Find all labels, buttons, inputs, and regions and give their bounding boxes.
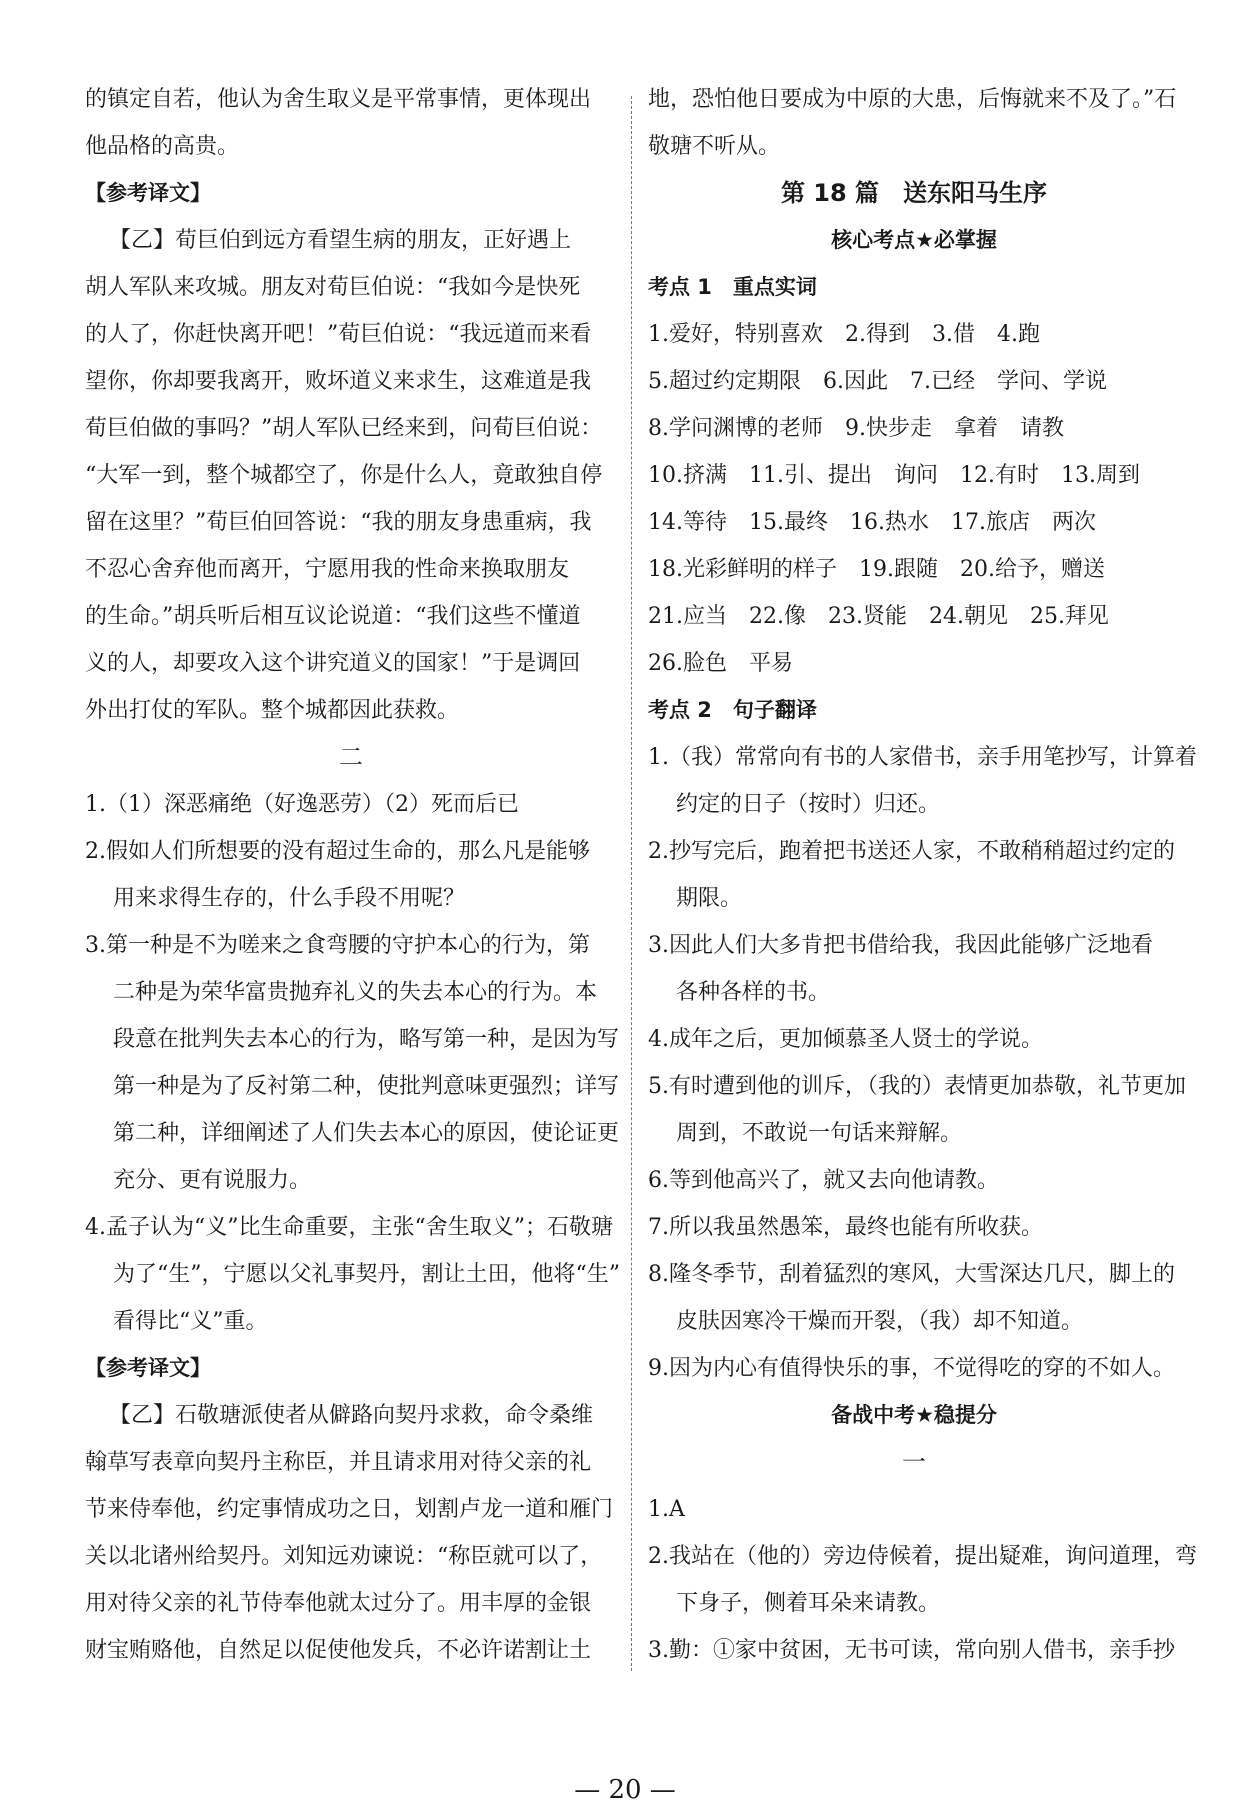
text-line: 望你，你却要我离开，败坏道义来求生，这难道是我 <box>85 369 592 394</box>
text-line: 节来侍奉他，约定事情成功之日，划割卢龙一道和雁门 <box>85 1497 614 1522</box>
text-line: 二 <box>339 743 363 771</box>
left-column <box>85 76 620 1674</box>
text-line: 【参考译文】 <box>85 181 211 205</box>
text-line: 【乙】荀巨伯到远方看望生病的朋友，正好遇上 <box>109 228 572 253</box>
text-line: 段意在批判失去本心的行为，略写第一种，是因为写 <box>113 1027 620 1052</box>
text-line: 1.爱好，特别喜欢 2.得到 3.借 4.跑 <box>648 322 1040 347</box>
text-line: 一 <box>902 1448 926 1476</box>
text-line: 敬瑭不听从。 <box>648 134 781 159</box>
text-line: 翰草写表章向契丹主称臣，并且请求用对待父亲的礼 <box>85 1450 592 1475</box>
text-line: “大军一到，整个城都空了，你是什么人，竟敢独自停 <box>85 463 603 488</box>
text-line: 二种是为荣华富贵抛弃礼义的失去本心的行为。本 <box>113 980 598 1005</box>
text-line: 6.等到他高兴了，就又去向他请教。 <box>648 1168 999 1193</box>
text-line: 用对待父亲的礼节侍奉他就太过分了。用丰厚的金银 <box>85 1591 592 1616</box>
text-line: 用来求得生存的，什么手段不用呢？ <box>113 886 466 911</box>
text-line: 5.有时遭到他的训斥，（我的）表情更加恭敬，礼节更加 <box>648 1074 1186 1099</box>
text-line: 考点 1 重点实词 <box>648 275 817 299</box>
text-line: 荀巨伯做的事吗？”胡人军队已经来到，问荀巨伯说： <box>85 416 603 441</box>
text-line: 8.学问渊博的老师 9.快步走 拿着 请教 <box>648 416 1064 441</box>
text-line: 第 18 篇 送东阳马生序 <box>780 179 1048 207</box>
text-line: 为了“生”，宁愿以父礼事契丹，割让土田，他将“生” <box>113 1262 620 1287</box>
text-line: 皮肤因寒冷干燥而开裂，（我）却不知道。 <box>676 1309 1084 1334</box>
text-line: 约定的日子（按时）归还。 <box>676 792 941 817</box>
text-line: 他品格的高贵。 <box>85 134 240 159</box>
text-line: 周到，不敢说一句话来辩解。 <box>676 1121 963 1146</box>
text-line: 财宝贿赂他，自然足以促使他发兵，不必许诺割让土 <box>85 1638 592 1663</box>
text-line: 5.超过约定期限 6.因此 7.已经 学问、学说 <box>648 369 1107 394</box>
text-line: 21.应当 22.像 23.贤能 24.朝见 25.拜见 <box>648 604 1109 629</box>
text-line: 2.抄写完后，跑着把书送还人家，不敢稍稍超过约定的 <box>648 839 1175 864</box>
text-line: 10.挤满 11.引、提出 询问 12.有时 13.周到 <box>648 463 1140 488</box>
text-line: 26.脸色 平易 <box>648 651 793 676</box>
text-line: 备战中考★稳提分 <box>831 1403 997 1427</box>
text-line: 4.成年之后，更加倾慕圣人贤士的学说。 <box>648 1027 1043 1052</box>
text-line: 1.（我）常常向有书的人家借书，亲手用笔抄写，计算着 <box>648 745 1197 770</box>
text-line: 18.光彩鲜明的样子 19.跟随 20.给予，赠送 <box>648 557 1105 582</box>
text-line: 期限。 <box>676 886 743 911</box>
text-line: 3.第一种是不为嗟来之食弯腰的守护本心的行为，第 <box>85 933 590 958</box>
text-line: 7.所以我虽然愚笨，最终也能有所收获。 <box>648 1215 1043 1240</box>
text-line: 【参考译文】 <box>85 1356 211 1380</box>
text-line: 各种各样的书。 <box>676 980 831 1005</box>
text-line: 第二种，详细阐述了人们失去本心的原因，使论证更 <box>113 1121 620 1146</box>
text-line: 1.A <box>648 1497 685 1522</box>
text-line: 1.（1）深恶痛绝（好逸恶劳）（2）死而后已 <box>85 792 519 817</box>
text-line: 3.勤：①家中贫困，无书可读，常向别人借书，亲手抄 <box>648 1638 1175 1663</box>
text-line: 的生命。”胡兵听后相互议论说道：“我们这些不懂道 <box>85 604 581 629</box>
text-line: 考点 2 句子翻译 <box>648 698 817 722</box>
column-divider <box>631 96 632 1671</box>
page-number: — 20 — <box>574 1775 676 1805</box>
text-line: 不忍心舍弃他而离开，宁愿用我的性命来换取朋友 <box>85 557 570 582</box>
text-line: 外出打仗的军队。整个城都因此获救。 <box>85 698 460 723</box>
text-line: 下身子，侧着耳朵来请教。 <box>676 1591 941 1616</box>
text-line: 4.孟子认为“义”比生命重要，主张“舍生取义”；石敬瑭 <box>85 1215 613 1240</box>
text-line: 胡人军队来攻城。朋友对荀巨伯说：“我如今是快死 <box>85 275 581 300</box>
text-line: 14.等待 15.最终 16.热水 17.旅店 两次 <box>648 510 1096 535</box>
text-line: 看得比“义”重。 <box>113 1309 268 1334</box>
text-line: 充分、更有说服力。 <box>113 1168 312 1193</box>
text-line: 2.假如人们所想要的没有超过生命的，那么凡是能够 <box>85 839 590 864</box>
text-line: 的镇定自若，他认为舍生取义是平常事情，更体现出 <box>85 87 592 112</box>
text-line: 【乙】石敬瑭派使者从僻路向契丹求救，命令桑维 <box>109 1403 594 1428</box>
text-line: 核心考点★必掌握 <box>831 228 997 252</box>
text-line: 8.隆冬季节，刮着猛烈的寒风，大雪深达几尺，脚上的 <box>648 1262 1175 1287</box>
text-line: 3.因此人们大多肯把书借给我，我因此能够广泛地看 <box>648 933 1153 958</box>
text-line: 9.因为内心有值得快乐的事，不觉得吃的穿的不如人。 <box>648 1356 1175 1381</box>
text-line: 2.我站在（他的）旁边侍候着，提出疑难，询问道理，弯 <box>648 1544 1197 1569</box>
text-line: 义的人，却要攻入这个讲究道义的国家！”于是调回 <box>85 651 581 676</box>
text-line: 留在这里？”荀巨伯回答说：“我的朋友身患重病，我 <box>85 510 592 535</box>
right-column <box>648 76 1197 1674</box>
text-line: 地，恐怕他日要成为中原的大患，后悔就来不及了。”石 <box>648 87 1177 112</box>
text-line: 关以北诸州给契丹。刘知远劝谏说：“称臣就可以了， <box>85 1544 603 1569</box>
text-line: 第一种是为了反衬第二种，使批判意味更强烈；详写 <box>113 1074 620 1099</box>
text-line: 的人了，你赶快离开吧！”荀巨伯说：“我远道而来看 <box>85 322 592 347</box>
